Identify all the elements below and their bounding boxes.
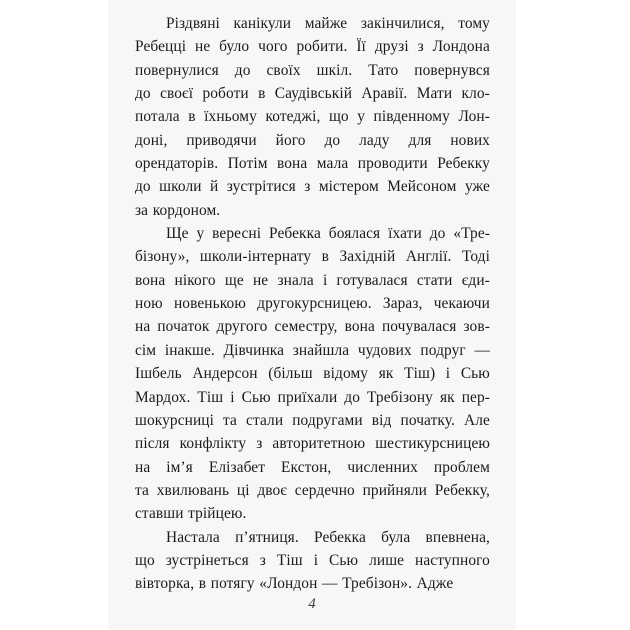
text-line: сім інакше. Дівчинка знайшла чудових подруг — bbox=[135, 341, 490, 359]
book-page bbox=[108, 0, 516, 630]
text-line: Різдвяні канікули майже закінчилися, тому bbox=[166, 15, 490, 32]
text-line: повернулися до своїх шкіл. Тато повернувся bbox=[135, 61, 490, 79]
text-line: до своєї роботи в Саудівській Аравії. Мати кло- bbox=[135, 85, 490, 103]
text-line: шокурсниці та стали подругами від початку. Але bbox=[135, 411, 490, 429]
text-line: на початок другого семестру, вона почувалася зов- bbox=[135, 318, 490, 336]
text-line: орендаторів. Потім вона мала проводити Ребекку bbox=[135, 155, 490, 173]
page-number: 4 bbox=[308, 596, 316, 612]
paragraph bbox=[135, 222, 490, 525]
text-line: за кордоном. bbox=[135, 201, 221, 219]
page-text-column bbox=[135, 12, 490, 596]
text-line: та хвилювань ці двоє сердечно прийняли Ребекку, bbox=[135, 481, 490, 499]
text-line: потала в їхньому котеджі, що у південному Лон- bbox=[135, 108, 490, 126]
text-line: до школи й зустрітися з містером Мейсоном уже bbox=[135, 178, 490, 196]
text-line: на ім’я Елізабет Екстон, численних проблем bbox=[135, 458, 490, 476]
paragraph bbox=[135, 12, 490, 222]
text-line: ною новенькою другокурсницею. Зараз, чекаючи bbox=[135, 295, 490, 313]
text-line: ставши трійцею. bbox=[135, 505, 247, 523]
text-line: бізону», школи-інтернату в Західній Англії. Тоді bbox=[135, 248, 490, 266]
text-line: Ребецці не було чого робити. Її друзі з Лондона bbox=[135, 38, 490, 56]
text-line: доні, приводячи його до ладу для нових bbox=[135, 131, 490, 149]
text-line: Мардох. Тіш і Сью приїхали до Требізону як пер- bbox=[135, 388, 490, 406]
text-line: Настала п’ятниця. Ребекка була впевнена, bbox=[166, 528, 490, 546]
paragraph bbox=[135, 526, 490, 596]
text-line: Ще у вересні Ребекка боялася їхати до «Тре- bbox=[166, 225, 490, 243]
text-line: Ішбель Андерсон (більш відому як Тіш) і Сью bbox=[135, 365, 490, 383]
text-line: вівторка, в потягу «Лондон — Требізон». Адже bbox=[135, 575, 454, 593]
text-line: вона нікого ще не знала і готувалася стати єди- bbox=[135, 271, 490, 289]
text-line: що зустрінеться з Тіш і Сью лише наступного bbox=[135, 551, 490, 569]
text-line: після конфлікту з авторитетною шестикурсницею bbox=[135, 435, 490, 453]
